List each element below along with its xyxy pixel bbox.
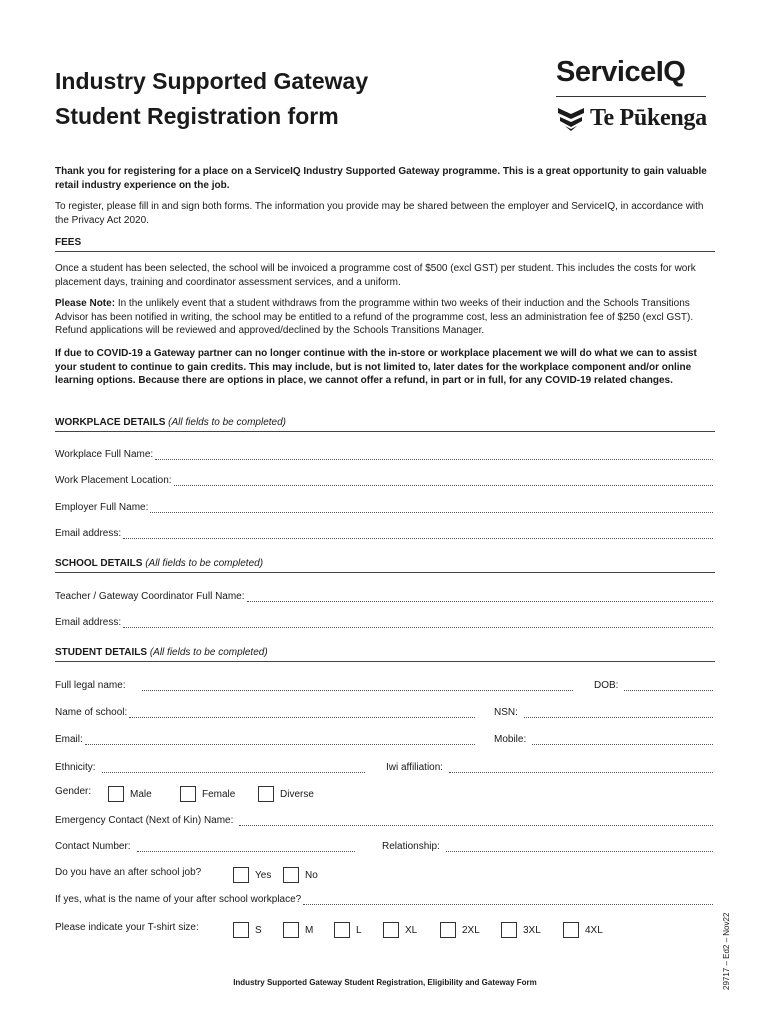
tshirt-size-label: Please indicate your T-shirt size: [55, 922, 199, 933]
work-placement-location-field[interactable]: Work Placement Location: [55, 475, 713, 486]
employer-full-name-field[interactable]: Employer Full Name: [55, 502, 713, 513]
tshirt-size-4xl-checkbox[interactable] [563, 922, 579, 938]
school-heading: SCHOOL DETAILS (All fields to be completed) [55, 558, 715, 573]
gender-female-option[interactable]: Female [180, 786, 235, 802]
student-heading: STUDENT DETAILS (All fields to be completed) [55, 647, 715, 662]
emergency-contact-input[interactable] [239, 815, 713, 826]
serviceiq-logo: ServiceIQ [556, 56, 686, 88]
title-line-1: Industry Supported Gateway [55, 68, 369, 94]
tshirt-size-xl-option[interactable]: XL [383, 922, 417, 938]
fees-heading: FEES [55, 237, 715, 252]
relationship-field[interactable]: Relationship: [382, 841, 713, 852]
legal-name-input[interactable] [142, 680, 573, 691]
mobile-field[interactable]: Mobile: [494, 734, 713, 745]
tshirt-size-3xl-checkbox[interactable] [501, 922, 517, 938]
fees-cost-text: Once a student has been selected, the school will be invoiced a programme cost of $500 (excl GST) per student. This includes the costs for work placement days, training and coordinator assessment services, and a uniform. [55, 263, 696, 288]
workplace-full-name-field[interactable]: Workplace Full Name: [55, 449, 713, 460]
school-email-input[interactable] [123, 617, 713, 628]
after-school-workplace-field[interactable]: If yes, what is the name of your after school workplace? [55, 894, 713, 905]
school-name-input[interactable] [129, 707, 475, 718]
gender-male-checkbox[interactable] [108, 786, 124, 802]
tshirt-size-3xl-option[interactable]: 3XL [501, 922, 541, 938]
teacher-name-field[interactable]: Teacher / Gateway Coordinator Full Name: [55, 591, 713, 602]
fees-note-text: In the unlikely event that a student withdraws from the programme within two weeks of their induction and the Schools Transitions Advisor has been notified in writing, the school may be entitled to a refund of the programme cost, less an administration fee of $250 (excl GST). Refund applications will be reviewed and approved/declined by the Schools Transitions Manager. [55, 298, 694, 336]
job-yes-checkbox[interactable] [233, 867, 249, 883]
page-footer: Industry Supported Gateway Student Registration, Eligibility and Gateway Form [233, 978, 537, 987]
after-school-job-question: Do you have an after school job? [55, 867, 202, 878]
ethnicity-input[interactable] [102, 762, 365, 773]
ethnicity-field[interactable]: Ethnicity: [55, 762, 365, 773]
tepukenga-mark-icon [556, 104, 586, 132]
gender-diverse-checkbox[interactable] [258, 786, 274, 802]
tshirt-size-2xl-option[interactable]: 2XL [440, 922, 480, 938]
job-no-option[interactable]: No [283, 867, 318, 883]
tepukenga-wordmark: Te Pūkenga [590, 104, 707, 131]
tshirt-size-2xl-checkbox[interactable] [440, 922, 456, 938]
contact-number-field[interactable]: Contact Number: [55, 841, 355, 852]
fees-note [55, 297, 715, 338]
dob-field[interactable]: DOB: [594, 680, 713, 691]
employer-full-name-input[interactable] [150, 502, 713, 513]
workplace-email-input[interactable] [123, 528, 713, 539]
tshirt-size-l-option[interactable]: L [334, 922, 362, 938]
workplace-email-field[interactable]: Email address: [55, 528, 713, 539]
covid-notice: If due to COVID-19 a Gateway partner can no longer continue with the in-store or workplace placement we will do what we can to assist your student to continue to gain credits. This may include, but is not limited to, later dates for the workplace component and/or online learning options. Because there are options in place, we cannot offer a refund, in part or in full, for any COVID-19 related changes. [55, 348, 697, 386]
mobile-input[interactable] [532, 734, 713, 745]
workplace-full-name-input[interactable] [155, 449, 713, 460]
job-yes-option[interactable]: Yes [233, 867, 271, 883]
nsn-input[interactable] [524, 707, 713, 718]
tepukenga-logo [556, 104, 707, 132]
tshirt-size-s-checkbox[interactable] [233, 922, 249, 938]
student-email-input[interactable] [85, 734, 475, 745]
tshirt-size-4xl-option[interactable]: 4XL [563, 922, 603, 938]
document-code: 29717 – Ed2 – Nov22 [722, 912, 731, 990]
workplace-heading: WORKPLACE DETAILS (All fields to be completed) [55, 417, 715, 432]
tshirt-size-m-option[interactable]: M [283, 922, 313, 938]
tshirt-size-xl-checkbox[interactable] [383, 922, 399, 938]
gender-label: Gender: [55, 786, 92, 797]
tshirt-size-l-checkbox[interactable] [334, 922, 350, 938]
school-email-field[interactable]: Email address: [55, 617, 713, 628]
contact-number-input[interactable] [137, 841, 355, 852]
iwi-field[interactable]: Iwi affiliation: [386, 762, 713, 773]
gender-female-checkbox[interactable] [180, 786, 196, 802]
nsn-field[interactable]: NSN: [494, 707, 713, 718]
tshirt-size-m-checkbox[interactable] [283, 922, 299, 938]
legal-name-field[interactable]: Full legal name: [55, 680, 573, 691]
gender-diverse-option[interactable]: Diverse [258, 786, 314, 802]
tshirt-size-s-option[interactable]: S [233, 922, 262, 938]
title-line-2: Student Registration form [55, 103, 339, 129]
emergency-contact-field[interactable]: Emergency Contact (Next of Kin) Name: [55, 815, 713, 826]
page-title [55, 64, 368, 134]
iwi-input[interactable] [449, 762, 713, 773]
intro-thanks: Thank you for registering for a place on a ServiceIQ Industry Supported Gateway programme. This is a great opportunity to gain valuable retail industry experience on the job. [55, 166, 707, 191]
relationship-input[interactable] [446, 841, 713, 852]
teacher-name-input[interactable] [247, 591, 713, 602]
work-placement-location-input[interactable] [174, 475, 713, 486]
intro-instructions: To register, please fill in and sign both forms. The information you provide may be shared between the employer and ServiceIQ, in accordance with the Privacy Act 2020. [55, 201, 704, 226]
dob-input[interactable] [624, 680, 713, 691]
fees-note-label: Please Note: [55, 298, 116, 309]
logo-divider [556, 96, 706, 97]
school-name-field[interactable]: Name of school: [55, 707, 475, 718]
after-school-workplace-input[interactable] [303, 894, 713, 905]
gender-male-option[interactable]: Male [108, 786, 152, 802]
student-email-field[interactable]: Email: [55, 734, 475, 745]
job-no-checkbox[interactable] [283, 867, 299, 883]
